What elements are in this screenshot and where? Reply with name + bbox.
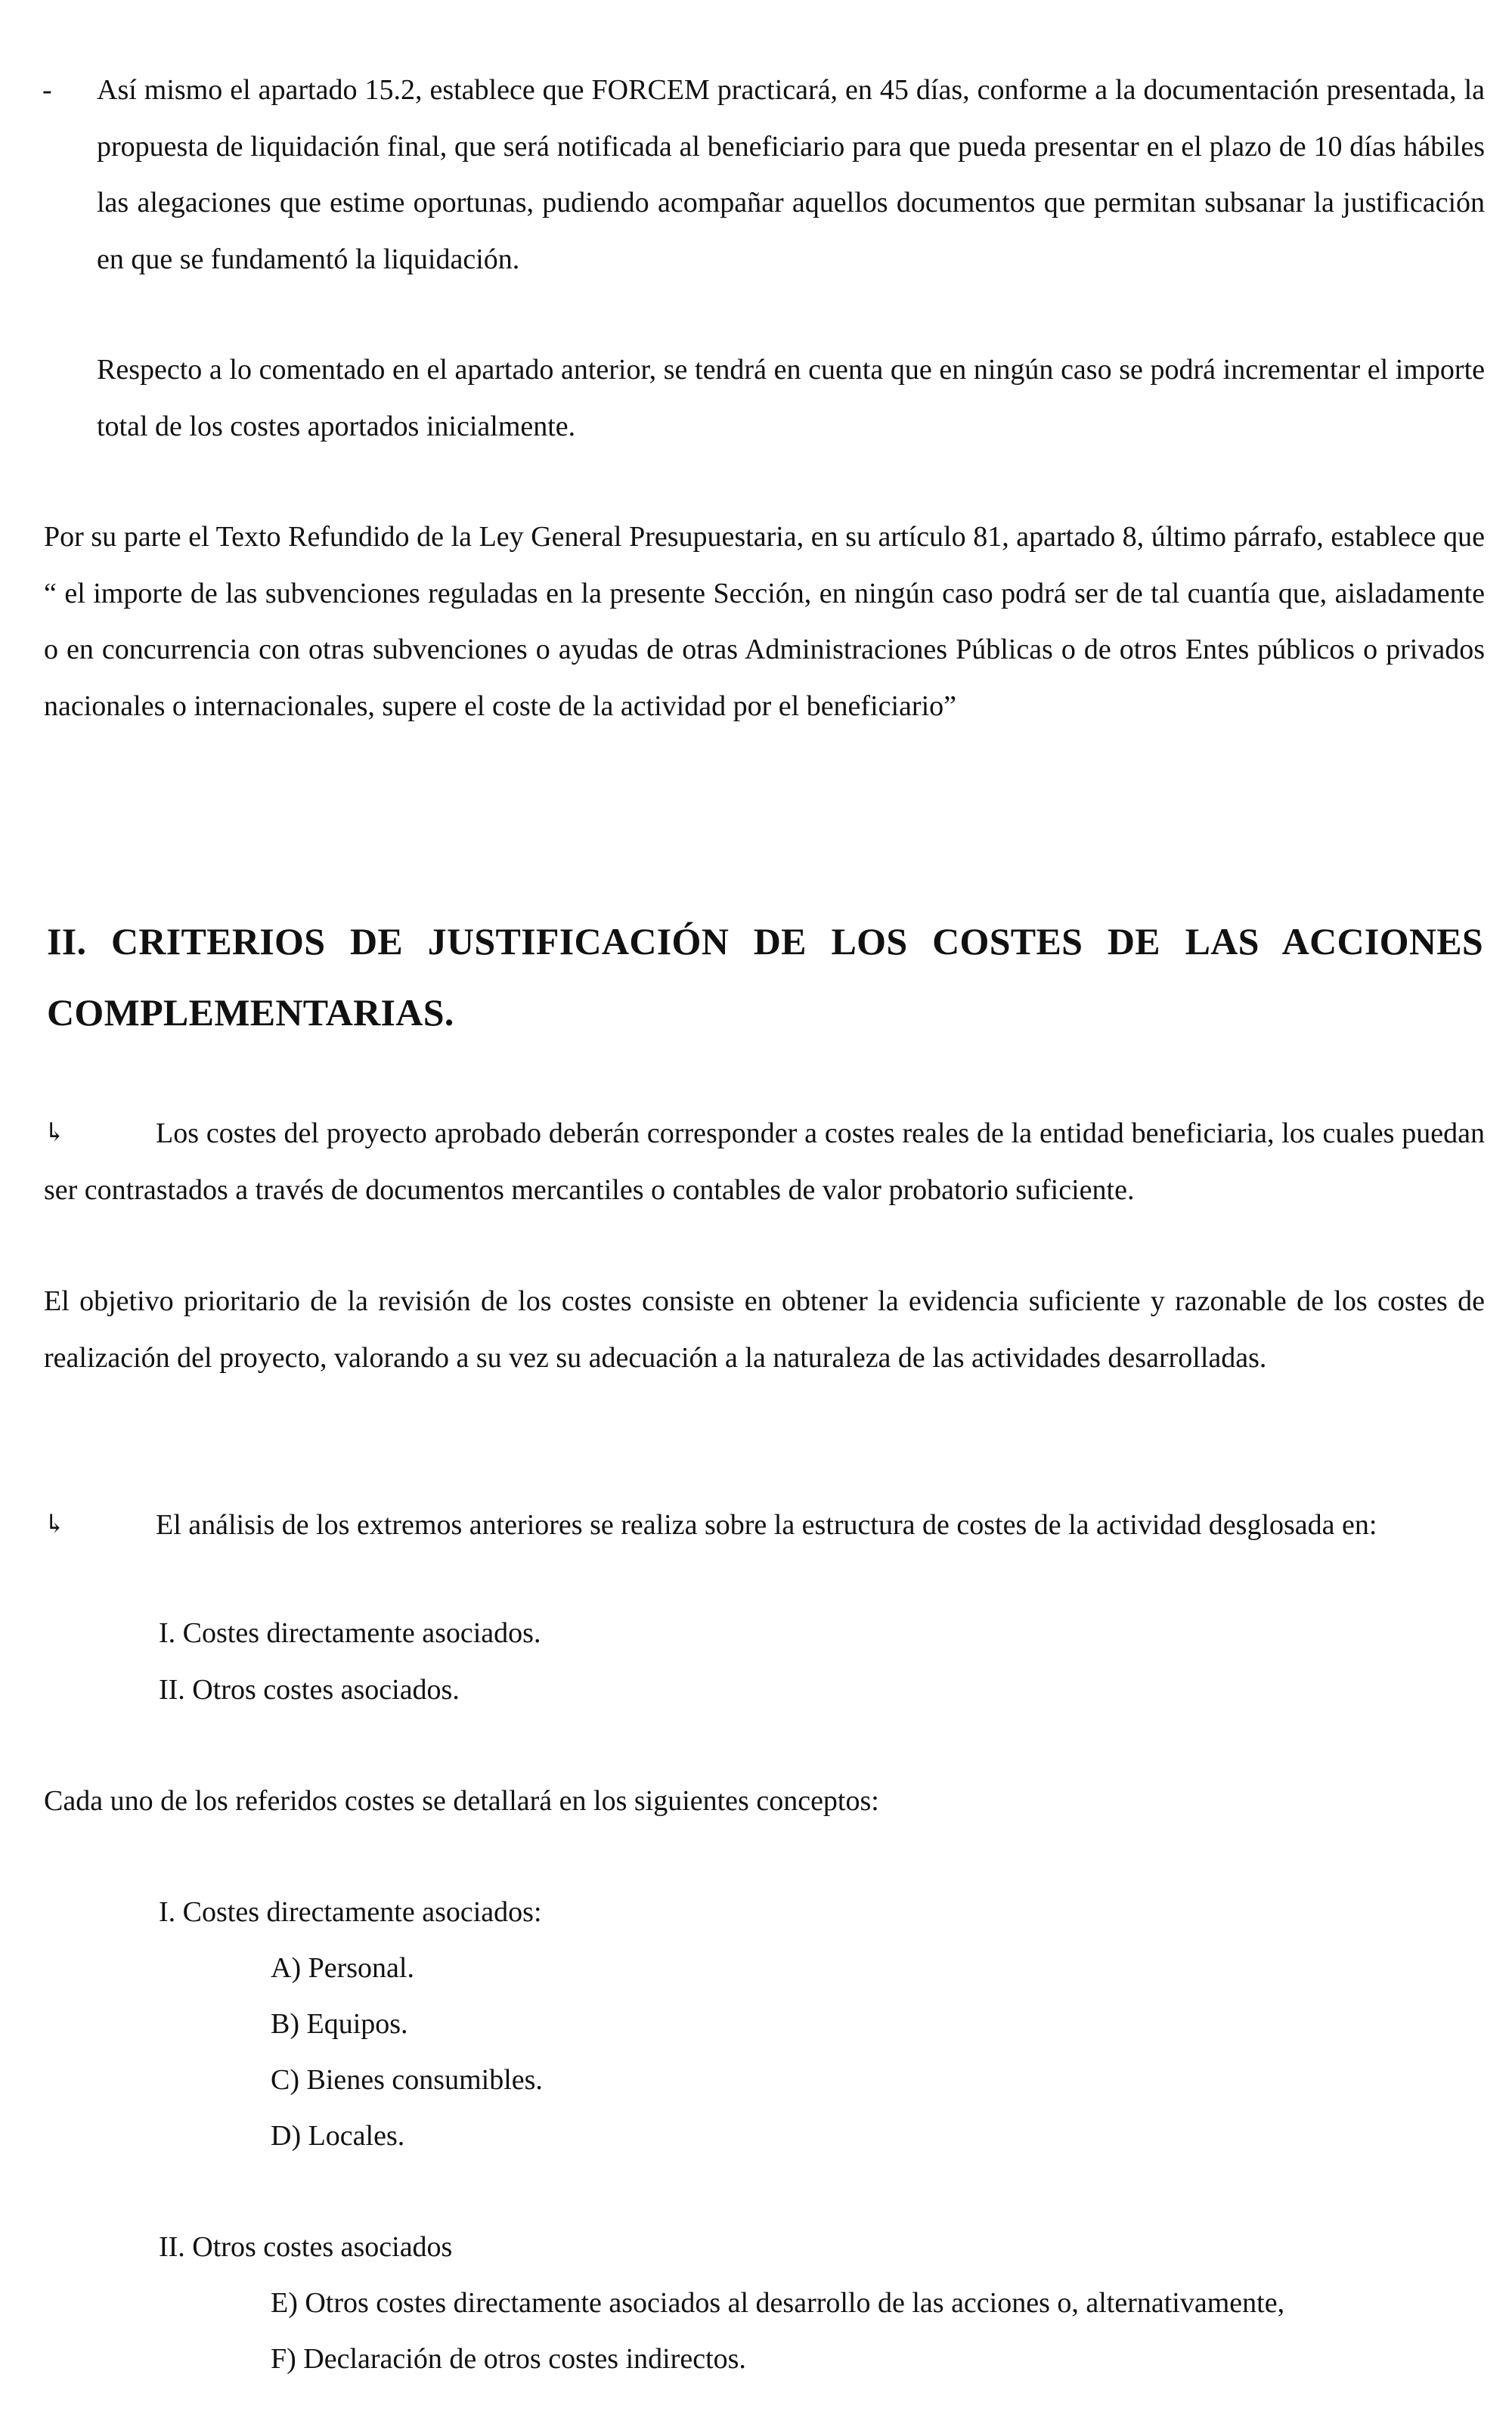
list-item: II. Otros costes asociados. (159, 1674, 460, 1706)
list-item: E) Otros costes directamente asociados al desarrollo de las acciones o, alternativamente, (271, 2287, 1285, 2319)
paragraph-objetivo: El objetivo prioritario de la revisión de los costes consiste en obtener la evidencia suficiente y razonable de los costes de realización del proyecto, valorando a su vez su adecuación a la naturaleza de las actividades desarrolladas. (44, 1285, 1485, 1374)
list-item: F) Declaración de otros costes indirectos. (271, 2343, 746, 2375)
paragraph-costes-proyecto: Los costes del proyecto aprobado deberán corresponder a costes reales de la entidad beneficiaria, los cuales puedan ser contrastados a través de documentos mercantiles o contables de valor probatorio suficiente. (44, 1117, 1485, 1206)
paragraph-apartado-15-2: Así mismo el apartado 15.2, establece que FORCEM practicará, en 45 días, conforme a la documentación presentada, la propuesta de liquidación final, que será notificada al beneficiario para que pueda presentar en el plazo de 10 días hábiles las alegaciones que estime oportunas, pudiendo acompañar aquellos documentos que permitan subsanar la justificación en que se fundamentó la liquidación. (97, 74, 1485, 275)
list-item: C) Bienes consumibles. (271, 2064, 543, 2096)
bullet-dash: - (42, 74, 52, 106)
section-heading: II. CRITERIOS DE JUSTIFICACIÓN DE LOS COSTES DE LAS ACCIONES COMPLEMENTARIAS. (47, 920, 1483, 1034)
group-title: II. Otros costes asociados (159, 2231, 453, 2263)
paragraph-respecto: Respecto a lo comentado en el apartado anterior, se tendrá en cuenta que en ningún caso se podrá incrementar el importe total de los costes aportados inicialmente. (97, 354, 1485, 442)
list-item: B) Equipos. (271, 2008, 408, 2040)
list-item: D) Locales. (271, 2120, 405, 2152)
list-item: A) Personal. (271, 1952, 414, 1984)
arrow-bullet-icon: ↳ (44, 1119, 66, 1147)
group-title: I. Costes directamente asociados: (159, 1896, 542, 1928)
paragraph-analisis: El análisis de los extremos anteriores se realiza sobre la estructura de costes de la actividad desglosada en: (156, 1509, 1377, 1541)
paragraph-conceptos: Cada uno de los referidos costes se detallará en los siguientes conceptos: (44, 1785, 879, 1817)
paragraph-ley-general-presupuestaria: Por su parte el Texto Refundido de la Ley General Presupuestaria, en su artículo 81, apartado 8, último párrafo, establece que “ el importe de las subvenciones reguladas en la presente Sección, en ningún caso podrá ser de tal cuantía que, aisladamente o en concurrencia con otras subvenciones o ayudas de otras Administraciones Públicas o de otros Entes públicos o privados nacionales o internacionales, supere el coste de la actividad por el beneficiario” (44, 521, 1485, 722)
arrow-bullet-icon: ↳ (44, 1511, 66, 1539)
list-item: I. Costes directamente asociados. (159, 1617, 541, 1649)
